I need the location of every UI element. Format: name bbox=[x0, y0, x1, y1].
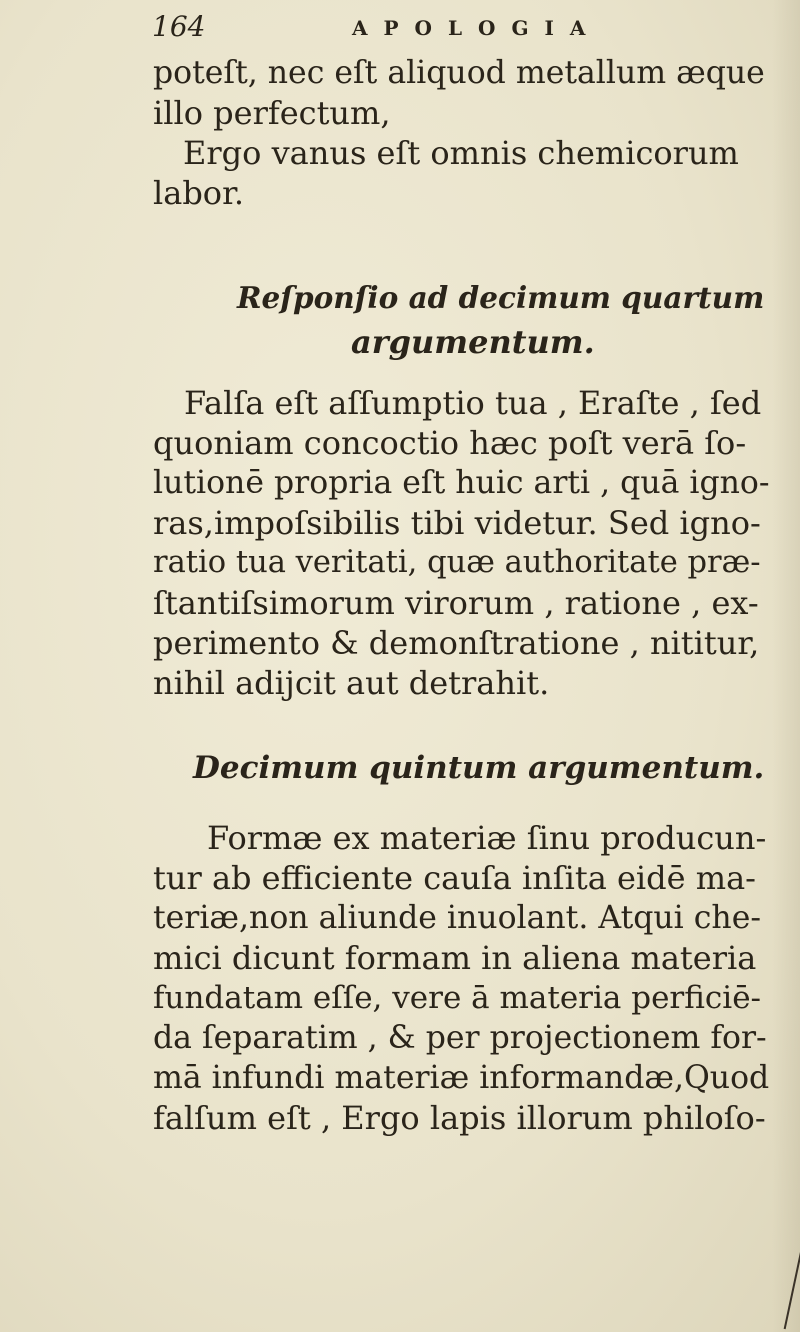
text-line: perimento & demonſtratione , nititur, bbox=[153, 624, 760, 662]
page-number: 164 bbox=[152, 10, 206, 43]
text-line: ras,impoſsibilis tibi videtur. Sed igno- bbox=[153, 504, 761, 542]
section-heading: argumentum. bbox=[351, 323, 595, 361]
page-edge-shadow bbox=[772, 0, 800, 1332]
section-heading: Reſponſio ad decimum quartum bbox=[237, 280, 765, 315]
text-line: da ſeparatim , & per projectionem for- bbox=[153, 1020, 767, 1056]
text-line: poteſt, nec eſt aliquod metallum æque bbox=[153, 55, 765, 91]
text-line: labor. bbox=[153, 174, 245, 212]
text-line: Formæ ex materiæ ſinu producun- bbox=[207, 819, 767, 857]
text-line: lutionē propria eſt huic arti , quā igno- bbox=[153, 465, 770, 501]
text-line: nihil adijcit aut detrahit. bbox=[153, 664, 550, 702]
text-line: quoniam concoctio hæc poſt verā ſo- bbox=[153, 424, 747, 462]
page-header bbox=[152, 10, 712, 46]
text-line: illo perfectum, bbox=[153, 94, 391, 132]
text-line: tur ab efficiente cauſa inſita eidē ma- bbox=[153, 859, 756, 897]
running-head: APOLOGIA bbox=[352, 16, 602, 40]
section-heading: Decimum quintum argumentum. bbox=[193, 750, 765, 786]
text-line: mici dicunt formam in aliena materia bbox=[153, 939, 757, 977]
text-line: mā infundi materiæ informandæ,Quod bbox=[153, 1060, 770, 1096]
text-line: fundatam eſſe, vere ā materia perficiē- bbox=[153, 980, 762, 1016]
text-line: falſum eſt , Ergo lapis illorum philoſo- bbox=[153, 1099, 766, 1137]
text-line: Ergo vanus eſt omnis chemicorum bbox=[183, 134, 739, 172]
text-line: teriæ,non aliunde inuolant. Atqui che- bbox=[153, 900, 761, 936]
text-line: Falſa eſt aſſumptio tua , Eraſte , ſed bbox=[184, 384, 762, 422]
text-line: ratio tua veritati, quæ authoritate præ- bbox=[153, 545, 761, 580]
text-line: ſtantiſsimorum virorum , ratione , ex- bbox=[153, 584, 759, 622]
